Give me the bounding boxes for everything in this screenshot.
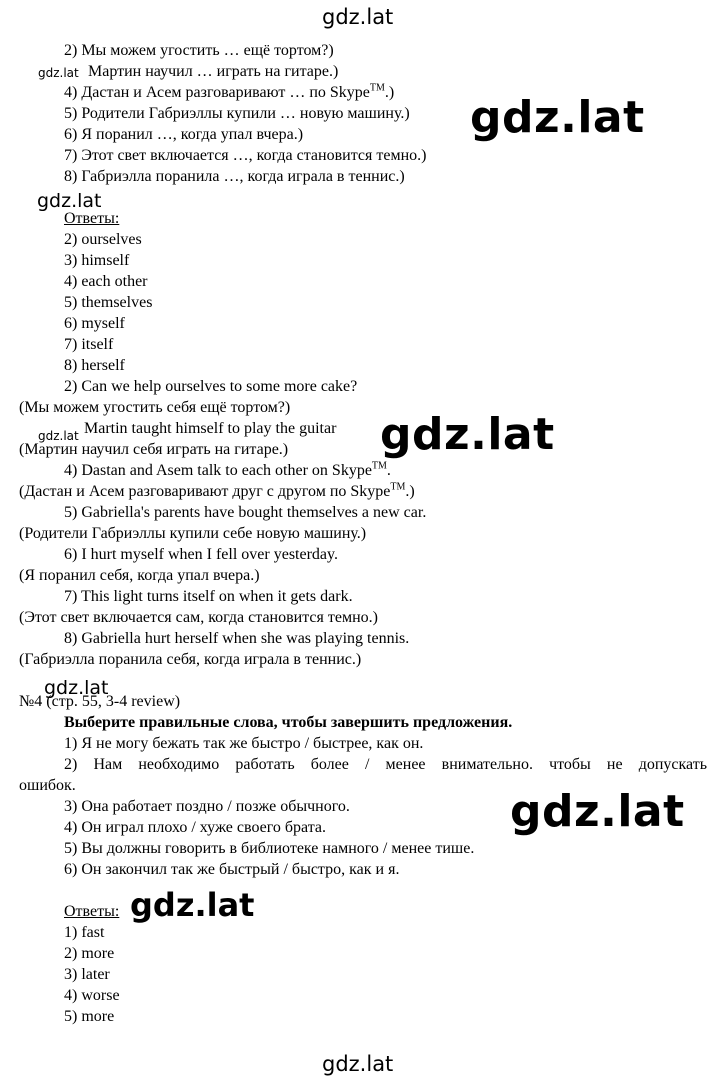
exercise-sentence: 6) Он закончил так же быстрый / быстро, как и я. (64, 861, 400, 878)
sentence-line: 5) Родители Габриэллы купили … новую машину.) (64, 105, 410, 122)
watermark-top: gdz.lat (322, 5, 394, 29)
answers-label: Ответы: (64, 903, 120, 920)
exercise-sentence: 5) Вы должны говорить в библиотеке намного / менее тише. (64, 840, 475, 857)
sentence-line: Мартин научил … играть на гитаре.) (88, 63, 339, 80)
exercise-sentence: 4) Он играл плохо / хуже своего брата. (64, 819, 327, 836)
watermark-large: gdz.lat (380, 409, 555, 460)
sentence-line: 4) Дастан и Асем разговаривают … по Skype™.) (64, 82, 395, 101)
sentence-line: 7) Этот свет включается …, когда становится темно.) (64, 147, 427, 164)
sentence-line: 6) Я поранил …, когда упал вчера.) (64, 126, 304, 143)
translation-en: 2) Can we help ourselves to some more cake? (64, 378, 358, 395)
translation-en: 4) Dastan and Asem talk to each other on Skype™. (64, 460, 391, 479)
answer-item: 5) themselves (64, 294, 153, 311)
answer-item: 4) worse (64, 987, 120, 1004)
answers-label: Ответы: (64, 210, 120, 227)
exercise-task: Выберите правильные слова, чтобы завершить предложения. (64, 714, 513, 731)
translation-en: 8) Gabriella hurt herself when she was playing tennis. (64, 630, 410, 647)
translation-ru: (Дастан и Асем разговаривают друг с другом по Skype™.) (19, 481, 415, 500)
watermark-side: gdz.lat (37, 190, 102, 212)
answer-item: 2) ourselves (64, 231, 142, 248)
translation-en: 5) Gabriella's parents have bought themselves a new car. (64, 504, 427, 521)
translation-ru: (Я поранил себя, когда упал вчера.) (19, 567, 260, 584)
watermark-side: gdz.lat (44, 677, 109, 699)
translation-en: 7) This light turns itself on when it gets dark. (64, 588, 353, 605)
answer-item: 1) fast (64, 924, 105, 941)
translation-ru: (Мартин научил себя играть на гитаре.) (19, 441, 289, 458)
sentence-line: 8) Габриэлла поранила …, когда играла в теннис.) (64, 168, 405, 185)
translation-en: Martin taught himself to play the guitar (84, 420, 337, 437)
exercise-sentence: 2) Нам необходимо работать более / менее внимательно. чтобы не допускать (64, 756, 707, 773)
watermark-side: gdz.lat (38, 429, 79, 443)
translation-ru: (Мы можем угостить себя ещё тортом?) (19, 399, 291, 416)
answer-item: 8) herself (64, 357, 125, 374)
exercise-number: №4 (стр. 55, 3-4 review) (19, 693, 181, 710)
translation-ru: (Этот свет включается сам, когда становится темно.) (19, 609, 378, 626)
watermark-bottom: gdz.lat (322, 1052, 394, 1076)
answer-item: 2) more (64, 945, 115, 962)
answer-item: 4) each other (64, 273, 148, 290)
exercise-sentence: 3) Она работает поздно / позже обычного. (64, 798, 350, 815)
answer-item: 3) later (64, 966, 110, 983)
translation-en: 6) I hurt myself when I fell over yesterday. (64, 546, 338, 563)
watermark-large: gdz.lat (510, 786, 685, 837)
translation-ru: (Габриэлла поранила себя, когда играла в теннис.) (19, 651, 362, 668)
sentence-line: 2) Мы можем угостить … ещё тортом?) (64, 42, 334, 59)
answer-item: 6) myself (64, 315, 125, 332)
watermark-large: gdz.lat (470, 92, 645, 143)
answer-item: 3) himself (64, 252, 130, 269)
answer-item: 7) itself (64, 336, 114, 353)
exercise-sentence: 1) Я не могу бежать так же быстро / быстрее, как он. (64, 735, 424, 752)
answer-item: 5) more (64, 1008, 115, 1025)
watermark-large: gdz.lat (130, 886, 255, 924)
watermark-side: gdz.lat (38, 66, 79, 80)
translation-ru: (Родители Габриэллы купили себе новую машину.) (19, 525, 367, 542)
exercise-sentence-cont: ошибок. (19, 777, 76, 794)
